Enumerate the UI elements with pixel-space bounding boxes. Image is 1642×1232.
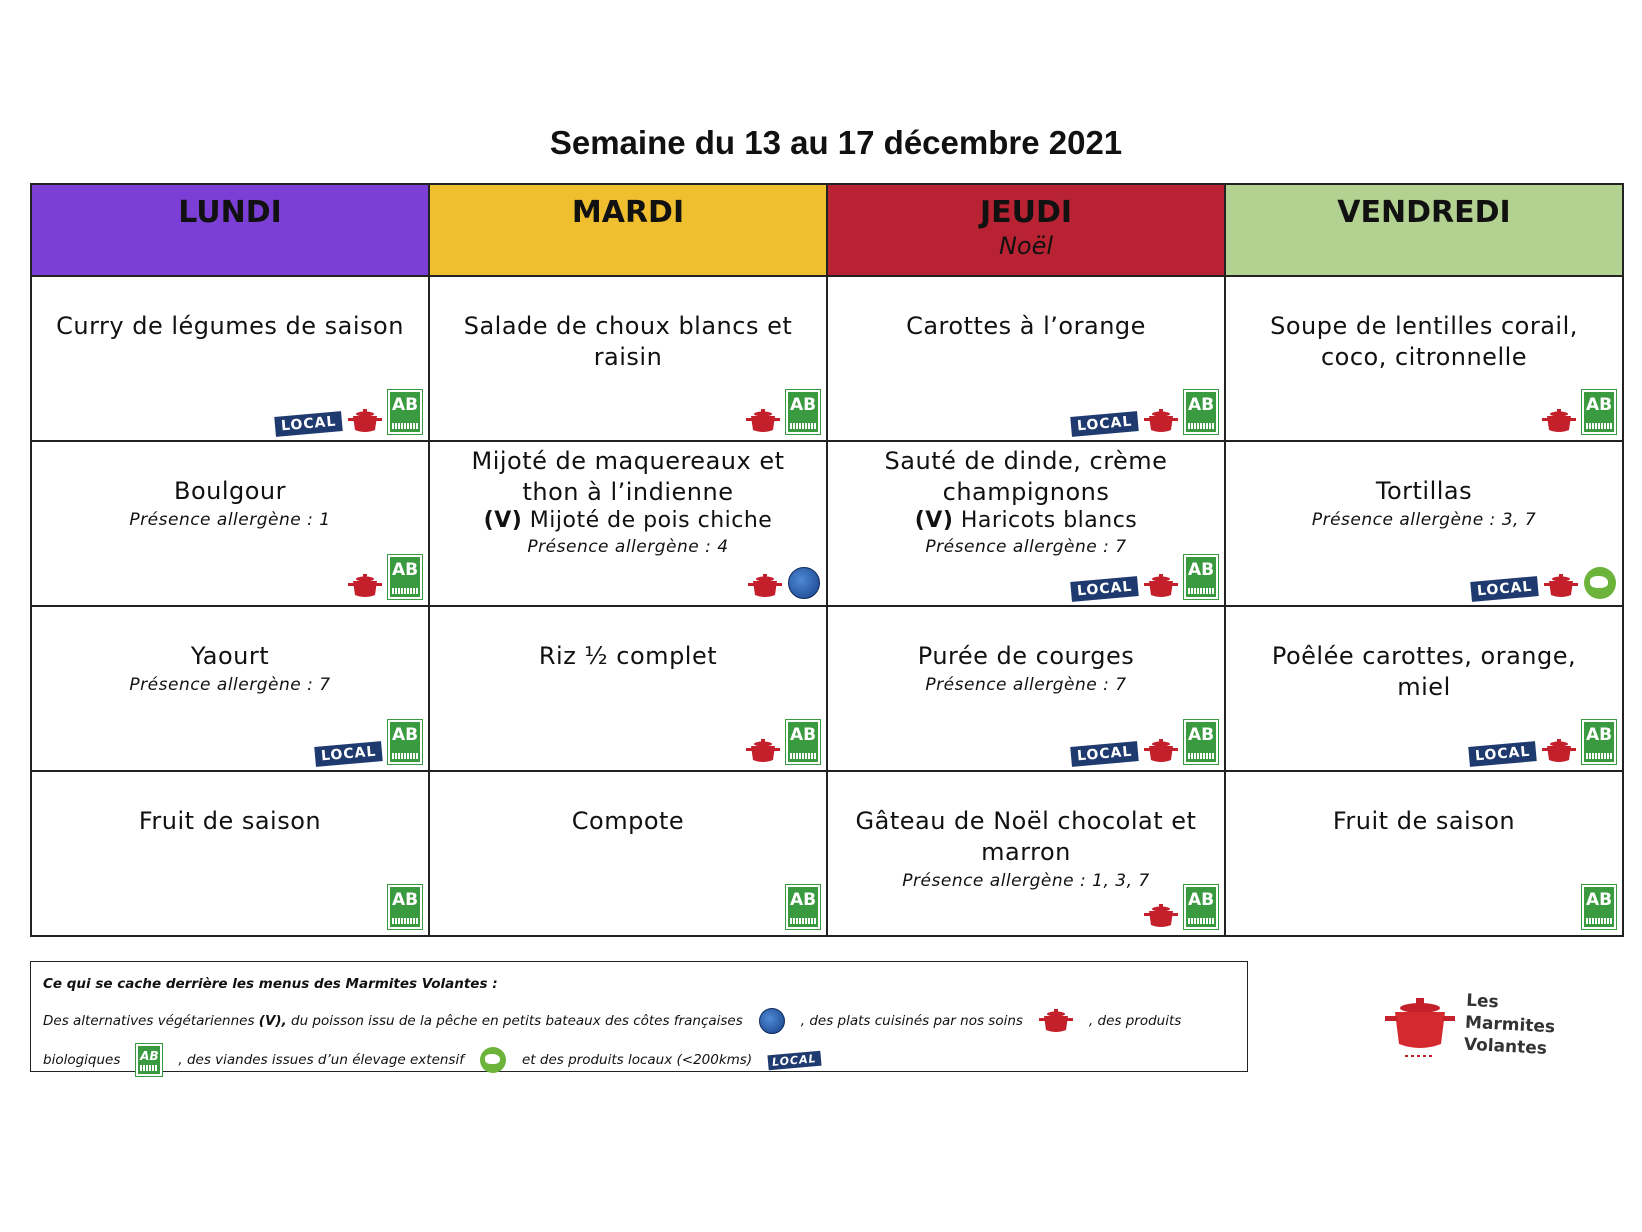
menu-cell [31,606,429,771]
dish-name: Fruit de saison [138,807,322,835]
allergen-note: Présence allergène : 7 [129,675,331,695]
day-subtitle: Noël [998,232,1054,260]
menu-cell [31,441,429,606]
local-icon: LOCAL [768,1050,822,1070]
dish-name: Poêlée carottes, orange, miel [1271,642,1577,701]
dish-block [32,607,428,698]
dish-name: Gâteau de Noël chocolat et marron [855,807,1197,866]
allergen-note: Présence allergène : 7 [925,537,1127,557]
dish-block [828,772,1224,894]
dish-name: Carottes à l’orange [906,312,1146,340]
legend-text-part: biologiques [43,1052,121,1068]
legend-box [30,961,1248,1072]
dish-name: Fruit de saison [1332,807,1516,835]
local-icon: LOCAL [314,741,383,767]
pot-icon [746,408,780,434]
menu-cell [429,276,827,441]
day-header [827,184,1225,276]
pot-icon [348,408,382,434]
legend-text-part: et des produits locaux (<200kms) [521,1052,753,1068]
dish-block [32,277,428,342]
dish-block [430,772,826,837]
badge-group [1144,885,1218,929]
badge-group [1582,885,1616,929]
menu-cell [429,771,827,936]
day-header [31,184,429,276]
ab-organic-icon: AB [388,390,422,434]
alternative-dish: Haricots blancs [960,508,1138,533]
dish-name: Mijoté de maquereaux et thon à l’indienne [471,447,785,506]
dish-block [430,277,826,373]
menu-cell [827,771,1225,936]
badge-group [746,390,820,434]
vegetarian-label: (V) [914,508,954,533]
legend-text-part: du poisson issu de la pêche en petits bateaux des côtes françaises [286,1013,743,1029]
extensive-farming-icon [480,1047,506,1073]
menu-cell [31,276,429,441]
badge-group [315,720,422,764]
day-header [1225,184,1623,276]
day-name: LUNDI [178,195,282,230]
ab-organic-icon: AB [136,1044,162,1076]
menu-table [30,183,1624,937]
badge-group [786,885,820,929]
dish-block [828,442,1224,560]
logo-text [1463,990,1556,1061]
legend-text-part: , des plats cuisinés par nos soins [800,1013,1023,1029]
pot-icon [1144,573,1178,599]
logo-pot-icon [1385,994,1455,1064]
ab-organic-icon: AB [1582,390,1616,434]
local-icon: LOCAL [274,411,343,437]
dish-block [430,442,826,560]
ab-organic-icon: AB [1184,720,1218,764]
vegetarian-label: (V) [483,508,523,533]
ab-organic-icon: AB [388,885,422,929]
menu-cell [827,606,1225,771]
dish-block [828,607,1224,698]
day-header-row [31,184,1623,276]
dish-block [32,772,428,837]
menu-row [31,276,1623,441]
badge-group [1542,390,1616,434]
pot-icon [1542,408,1576,434]
pot-icon [748,573,782,599]
allergen-note: Présence allergène : 7 [925,675,1127,695]
local-icon: LOCAL [1070,741,1139,767]
allergen-note: Présence allergène : 3, 7 [1311,510,1537,530]
ab-organic-icon: AB [1184,555,1218,599]
ab-organic-icon: AB [786,885,820,929]
dish-name: Sauté de dinde, crème champignons [884,447,1168,506]
badge-group [275,390,422,434]
pot-icon [1144,738,1178,764]
dish-block [1226,277,1622,373]
pot-icon [1144,903,1178,929]
pot-icon [1144,408,1178,434]
ab-organic-icon: AB [786,390,820,434]
legend-text-part: , des produits [1088,1013,1182,1029]
menu-cell [429,441,827,606]
badge-group [1471,567,1616,599]
dish-name: Purée de courges [917,642,1135,670]
day-name: MARDI [571,195,685,230]
ab-organic-icon: AB [1582,720,1616,764]
pot-icon [348,573,382,599]
alternative-dish: Mijoté de pois chiche [529,508,773,533]
pot-icon [1039,1008,1073,1034]
ab-organic-icon: AB [1184,390,1218,434]
badge-group [1071,390,1218,434]
ab-organic-icon: AB [388,555,422,599]
dish-name: Boulgour [173,477,287,505]
menu-cell [1225,441,1623,606]
logo-line: Volantes [1463,1034,1548,1059]
local-icon: LOCAL [1070,411,1139,437]
legend-text [43,1013,743,1029]
menu-cell [827,276,1225,441]
fish-icon [788,567,820,599]
badge-group [746,720,820,764]
badge-group [1469,720,1616,764]
dish-name: Salade de choux blancs et raisin [463,312,793,371]
legend-text-part: Des alternatives végétariennes [43,1013,259,1029]
local-icon: LOCAL [1470,576,1539,602]
menu-cell [1225,771,1623,936]
fish-icon [759,1008,785,1034]
dish-block [1226,772,1622,837]
legend-text-part: , des viandes issues d’un élevage extensif [178,1052,464,1068]
ab-organic-icon: AB [1184,885,1218,929]
local-icon: LOCAL [1070,576,1139,602]
allergen-note: Présence allergène : 1 [129,510,331,530]
dish-block [1226,607,1622,703]
menu-cell [31,771,429,936]
ab-organic-icon: AB [388,720,422,764]
logo-line: Les [1465,990,1500,1013]
dish-name: Compote [571,807,685,835]
day-name: VENDREDI [1337,195,1511,230]
dish-name: Curry de légumes de saison [56,312,404,340]
dish-block [32,442,428,533]
badge-group [348,555,422,599]
local-icon: LOCAL [1468,741,1537,767]
allergen-note: Présence allergène : 4 [527,537,729,557]
extensive-farming-icon [1584,567,1616,599]
dish-name: Riz ½ complet [538,642,718,670]
menu-cell [429,606,827,771]
dish-name: Soupe de lentilles corail, coco, citronnelle [1270,312,1578,371]
marmites-volantes-logo [1385,990,1585,1070]
badge-group [748,567,820,599]
menu-row [31,606,1623,771]
dish-name: Yaourt [190,642,270,670]
legend-title: Ce qui se cache derrière les menus des Marmites Volantes : [43,976,498,992]
menu-row [31,441,1623,606]
dish-block [1226,442,1622,533]
menu-cell [1225,606,1623,771]
legend-line-2 [43,1044,1235,1076]
menu-cell [827,441,1225,606]
ab-organic-icon: AB [1582,885,1616,929]
day-header [429,184,827,276]
logo-line: Marmites [1464,1012,1556,1038]
day-name: JEUDI [979,195,1073,230]
badge-group [1071,555,1218,599]
menu-row [31,771,1623,936]
legend-line-1 [43,1008,1235,1034]
vegetarian-alternative [844,508,1208,534]
page-title: Semaine du 13 au 17 décembre 2021 [549,124,1123,161]
legend-veg-label: (V), [258,1013,287,1029]
menu-cell [1225,276,1623,441]
pot-icon [1544,573,1578,599]
dish-block [828,277,1224,342]
dish-block [430,607,826,672]
badge-group [388,885,422,929]
badge-group [1071,720,1218,764]
allergen-note: Présence allergène : 1, 3, 7 [902,871,1150,891]
ab-organic-icon: AB [786,720,820,764]
pot-icon [746,738,780,764]
dish-name: Tortillas [1375,477,1473,505]
vegetarian-alternative [446,508,810,534]
pot-icon [1542,738,1576,764]
